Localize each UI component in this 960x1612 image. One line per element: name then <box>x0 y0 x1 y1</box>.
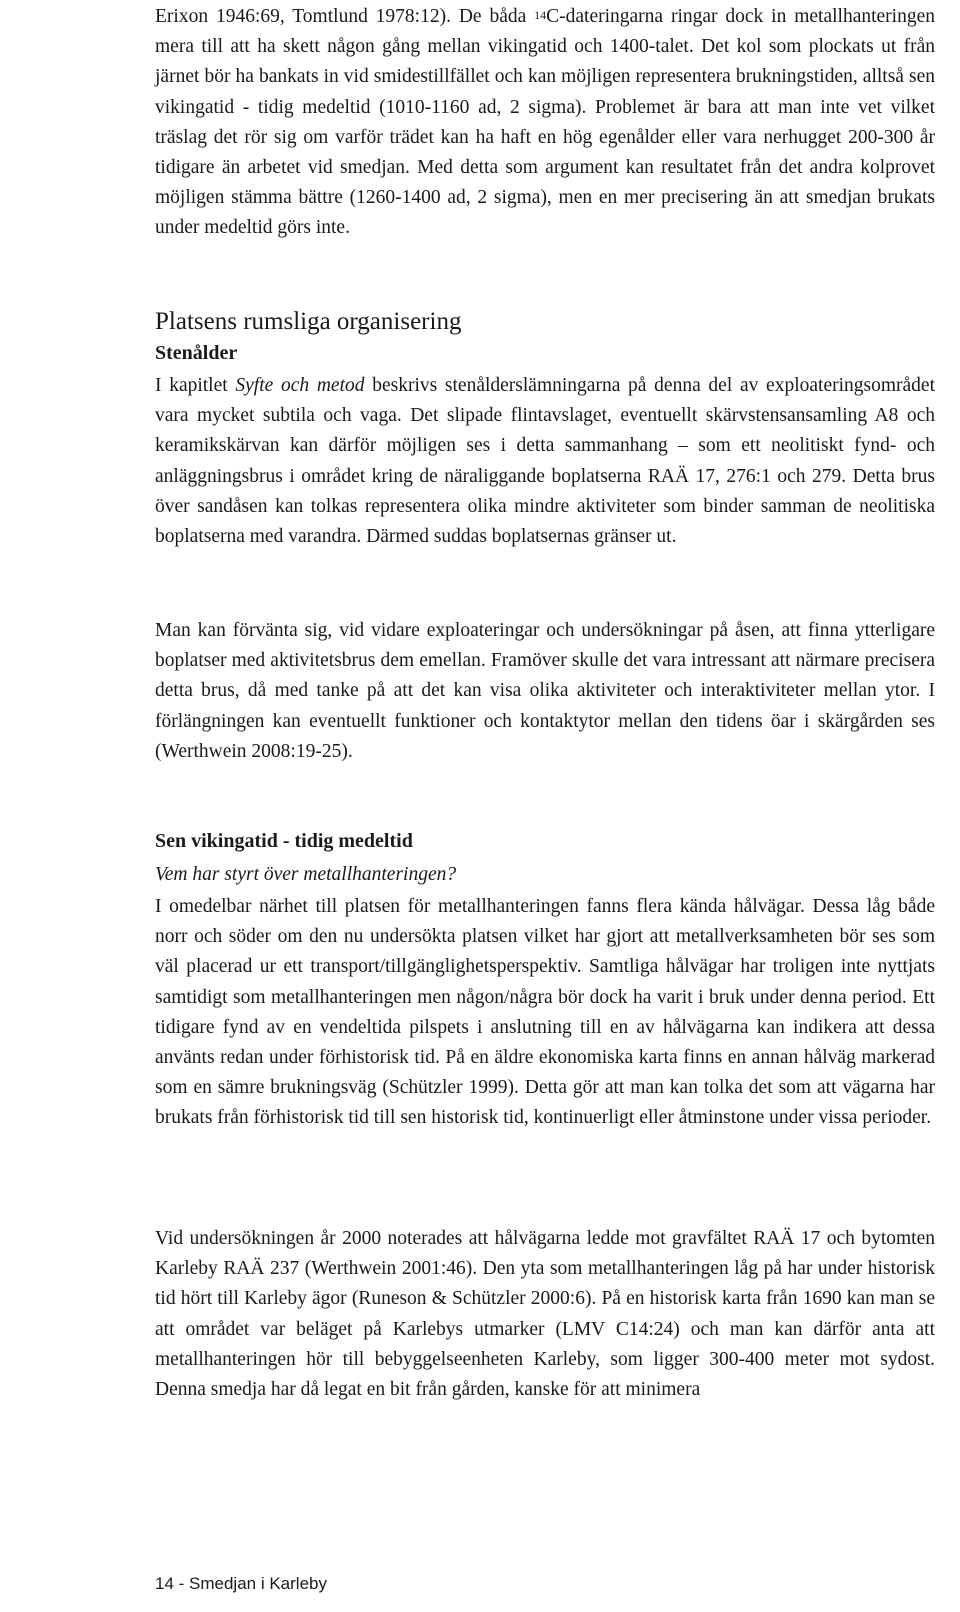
chapter-reference: Syfte och metod <box>235 375 365 396</box>
page-footer: 14 - Smedjan i Karleby <box>155 1574 327 1593</box>
viking-text-b: Vid undersökningen år 2000 noterades att hålvägarna ledde mot gravfältet RAÄ 17 och bytomten Karleby RAÄ 237 (Werthwein 2001:46). Den yta som metallhanteringen låg på har under historisk tid hört till Karleby ägor (Runeson & Schützler 2000:6). På en historisk karta från 1690 kan man se att området var beläget på Karlebys utmarker (LMV C14:24) och man kan därför anta att metallhanteringen hör till bebyggelseenheten Karleby, som ligger 300-400 meter mot sydost. Denna smedja har då legat en bit från gården, kanske för att minimera <box>155 1228 935 1401</box>
stenalder-paragraph-1 <box>155 371 935 552</box>
viking-heading: Sen vikingatid - tidig medeltid <box>155 830 413 852</box>
viking-subheading: Vem har styrt över metallhanteringen? <box>155 864 457 885</box>
stenalder-heading: Stenålder <box>155 342 238 364</box>
viking-paragraph-2 <box>155 1224 935 1405</box>
intro-paragraph <box>155 2 935 244</box>
stenalder-text-c: Man kan förvänta sig, vid vidare exploateringar och undersökningar på åsen, att finna ytterligare boplatser med aktivitetsbrus dem emellan. Framöver skulle det vara intressant att närmare precisera detta brus, då med tanke på att det kan visa olika aktiviteter och interaktiviteter mellan ytor. I förlängningen kan eventuellt funktioner och kontaktytor mellan den tidens öar i skärgården ses (Werthwein 2008:19-25). <box>155 620 935 762</box>
intro-text-b: C-dateringarna ringar dock in metallhanteringen mera till att ha skett någon gång mellan vikingatid och 1400-talet. Det kol som plockats ut från järnet bör ha bankats in vid smidestillfället och kan möjligen representera brukningstiden, alltså sen vikingatid - tidig medeltid (1010-1160 ad, 2 sigma). Problemet är bara att man inte vet vilket träslag det rör sig om varför trädet kan ha haft en hög egenålder eller vara nerhugget 200-300 år tidigare än arbetet vid smedjan. Med detta som argument kan resultatet från det andra kolprovet möjligen stämma bättre (1260-1400 ad, 2 sigma), men en mer precisering än att smedjan brukats under medeltid görs inte. <box>155 6 935 239</box>
isotope-superscript: 14 <box>534 8 547 22</box>
section-title: Platsens rumsliga organisering <box>155 308 462 335</box>
intro-text-a: Erixon 1946:69, Tomtlund 1978:12). De båda <box>155 6 535 27</box>
viking-paragraph-1 <box>155 892 935 1134</box>
stenalder-text-a: I kapitlet <box>155 375 236 396</box>
viking-text-a: I omedelbar närhet till platsen för metallhanteringen fanns flera kända hålvägar. Dessa låg både norr och söder om den nu undersökta platsen vilket har gjort att metallverksamheten bör ses som väl placerad ur ett transport/tillgänglighetsperspektiv. Samtliga hålvägar har troligen inte nyttjats samtidigt som metallhanteringen men någon/några bör dock ha varit i bruk under denna period. Ett tidigare fynd av en vendeltida pilspets i anslutning till en av hålvägarna kan indikera att dessa använts redan under förhistorisk tid. På en äldre ekonomiska karta finns en annan hålväg markerad som en sämre brukningsväg (Schützler 1999). Detta gör att man kan tolka det som att vägarna har brukats från förhistorisk tid till sen historisk tid, kontinuerligt eller åtminstone under vissa perioder. <box>155 896 935 1129</box>
stenalder-text-b: beskrivs stenålderslämningarna på denna del av exploateringsområdet vara mycket subtila och vaga. Det slipade flintavslaget, eventuellt skärvstensansamling A8 och keramikskärvan kan därför möjligen ses i detta sammanhang – som ett neolitiskt fynd- och anläggningsbrus i området kring de näraliggande boplatserna RAÄ 17, 276:1 och 279. Detta brus över sandåsen kan tolkas representera olika mindre aktiviteter som binder samman de neolitiska boplatserna med varandra. Därmed suddas boplatsernas gränser ut. <box>155 375 935 548</box>
stenalder-paragraph-2 <box>155 616 935 767</box>
